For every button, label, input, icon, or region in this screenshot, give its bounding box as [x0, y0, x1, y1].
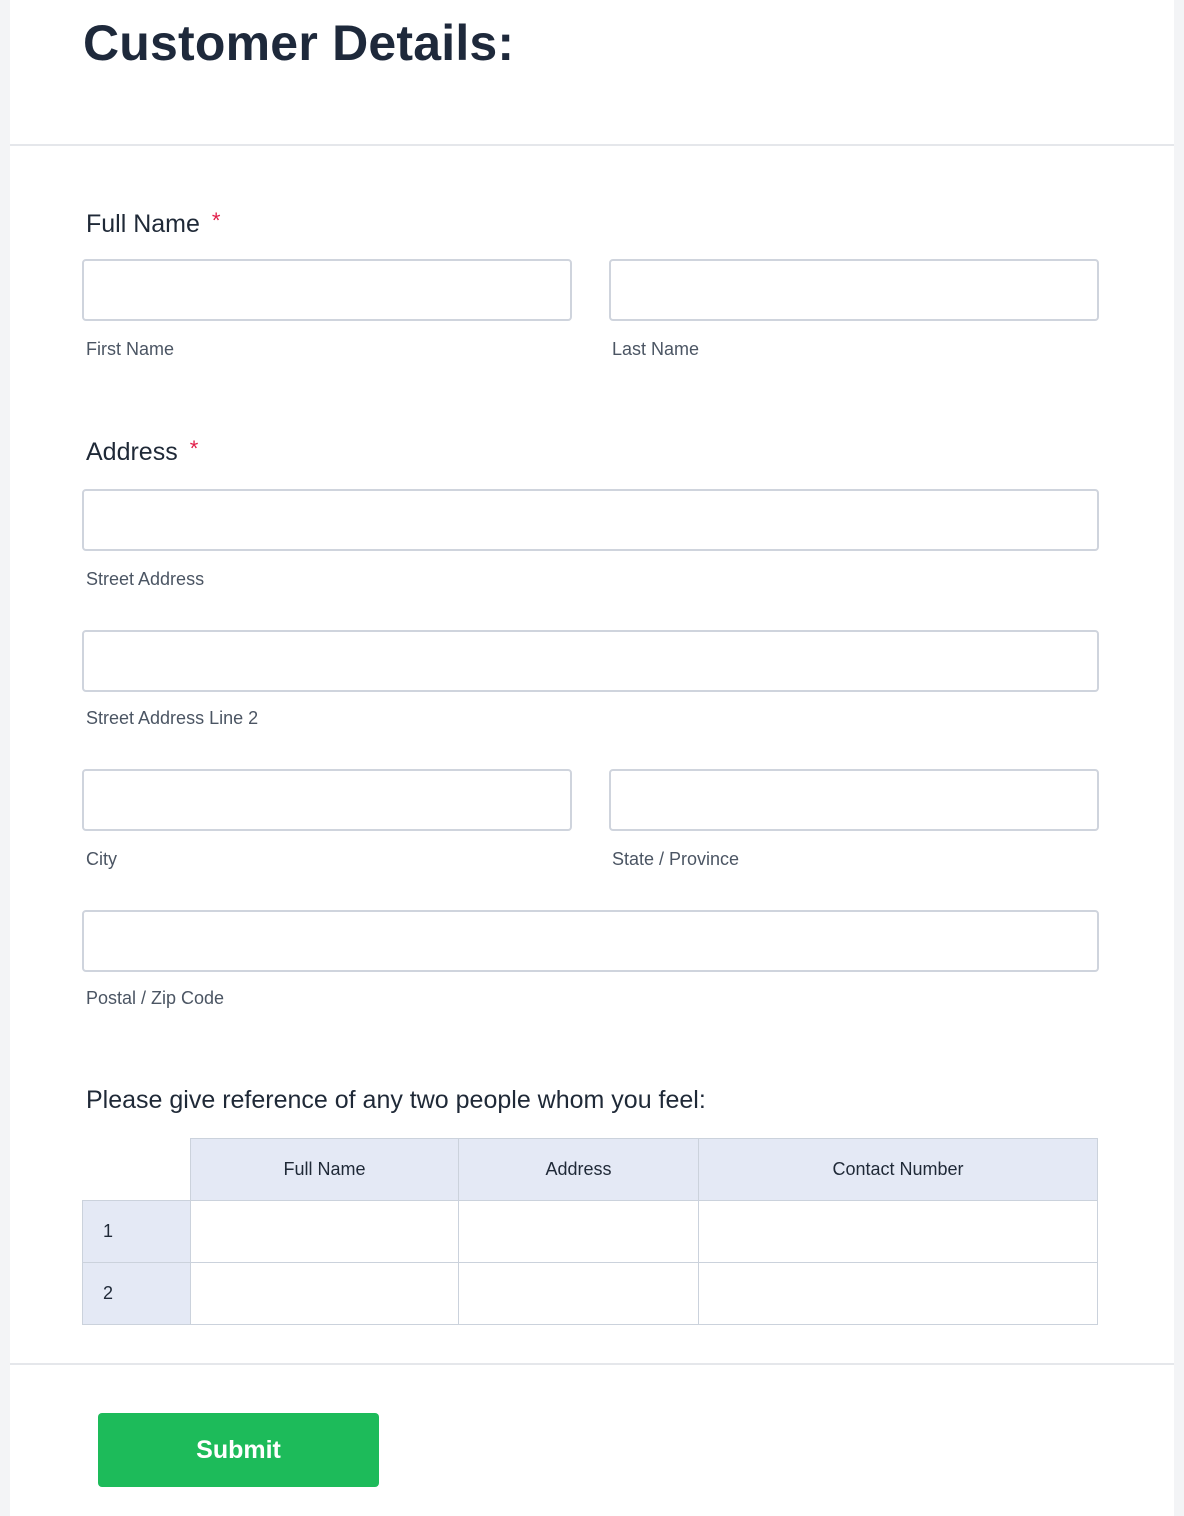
last-name-input[interactable]: [609, 259, 1099, 321]
table-cell-1-full-name: [190, 1200, 459, 1263]
first-name-input[interactable]: [82, 259, 572, 321]
table-header-full-name: Full Name: [190, 1138, 459, 1201]
table-cell-2-contact-number: [698, 1262, 1098, 1325]
form-card: [10, 0, 1174, 1516]
postal-zip-input[interactable]: [82, 910, 1099, 972]
reference-1-full-name-input[interactable]: [191, 1201, 458, 1262]
reference-1-contact-number-input[interactable]: [699, 1201, 1097, 1262]
last-name-sublabel: Last Name: [612, 339, 700, 359]
footer-divider: [10, 1363, 1174, 1365]
street-address-input[interactable]: [82, 489, 1099, 551]
reference-1-address-input[interactable]: [459, 1201, 698, 1262]
form-header: [10, 0, 1174, 146]
city-sublabel: City: [86, 849, 117, 869]
table-cell-2-full-name: [190, 1262, 459, 1325]
table-cell-1-address: [458, 1200, 699, 1263]
table-header-address: Address: [458, 1138, 699, 1201]
reference-table: [82, 1138, 1098, 1326]
table-row-label-2: 2: [82, 1262, 191, 1325]
street-address-line2-sublabel: Street Address Line 2: [86, 708, 259, 728]
page-title: Customer Details:: [83, 15, 515, 71]
table-cell-1-contact-number: [698, 1200, 1098, 1263]
address-label: [86, 436, 198, 467]
state-province-input[interactable]: [609, 769, 1099, 831]
postal-zip-sublabel: Postal / Zip Code: [86, 988, 225, 1008]
reference-2-contact-number-input[interactable]: [699, 1263, 1097, 1324]
state-province-sublabel: State / Province: [612, 849, 740, 869]
full-name-required-mark: *: [211, 208, 221, 233]
full-name-label-text: Full Name: [86, 210, 200, 238]
table-cell-2-address: [458, 1262, 699, 1325]
city-input[interactable]: [82, 769, 572, 831]
reference-2-full-name-input[interactable]: [191, 1263, 458, 1324]
first-name-sublabel: First Name: [86, 339, 175, 359]
reference-2-address-input[interactable]: [459, 1263, 698, 1324]
street-address-line2-input[interactable]: [82, 630, 1099, 692]
address-label-text: Address: [86, 438, 178, 466]
full-name-label: [86, 208, 220, 239]
table-header-contact-number: Contact Number: [698, 1138, 1098, 1201]
reference-question: Please give reference of any two people whom you feel:: [86, 1086, 706, 1114]
address-required-mark: *: [189, 436, 199, 461]
submit-button[interactable]: Submit: [98, 1413, 379, 1487]
table-row-label-1: 1: [82, 1200, 191, 1263]
street-address-sublabel: Street Address: [86, 569, 205, 589]
